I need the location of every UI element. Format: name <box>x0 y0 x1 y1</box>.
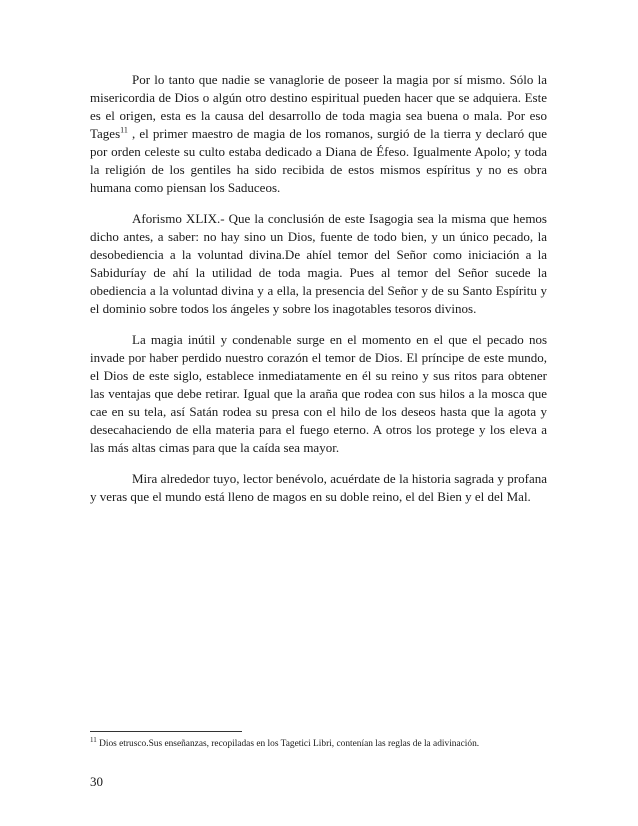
paragraph-1-text-after: , el primer maestro de magia de los romanos, surgió de la tierra y declaró que por orden celeste su culto estaba dedicado a Diana de Éfeso. Igualmente Apolo; y toda la religión de los gentiles ha sido recibida de estos mismos espíritus y no es obra humana como piensan los Saduceos. <box>90 126 547 195</box>
footnote-reference[interactable]: 11 <box>120 125 128 135</box>
footnote-text: Dios etrusco.Sus enseñanzas, recopiladas en los Tagetici Libri, contenían las reglas de la adivinación. <box>96 739 480 749</box>
paragraph-1 <box>90 71 547 197</box>
page-number: 30 <box>90 774 103 789</box>
paragraph-4: Mira alrededor tuyo, lector benévolo, acuérdate de la historia sagrada y profana y veras que el mundo está lleno de magos en su doble reino, el del Bien y el del Mal. <box>90 471 547 504</box>
main-text <box>90 71 547 519</box>
paragraph-2: Aforismo XLIX.- Que la conclusión de este Isagogia sea la misma que hemos dicho antes, a saber: no hay sino un Dios, fuente de todo bien, y un único pecado, la desobediencia a la voluntad divina.De ahíel temor del Señor como iniciación a la Sabiduríay de ahí la utilidad de toda magia. Pues al temor del Señor sucede la obediencia a la voluntad divina y a ella, la presencia del Señor y de su Santo Espíritu y el dominio sobre todos los ángeles y sobre los inagotables tesoros divinos. <box>90 211 547 316</box>
footnote-number: 11 <box>90 735 97 744</box>
paragraph-3: La magia inútil y condenable surge en el momento en el que el pecado nos invade por haber perdido nuestro corazón el temor de Dios. El príncipe de este mundo, el Dios de este siglo, establece inmediatamente en él su reino y sus ritos para obtener las ventajas que debe retirar. Igual que la araña que rodea con sus hilos a la mosca que cae en su tela, así Satán rodea su presa con el hilo de los deseos hasta que la agota y desecahaciendo de ella materia para el fuego eterno. A otros los protege y los eleva a las más altas cimas para que la caída sea mayor. <box>90 332 547 455</box>
footnote-separator <box>90 731 242 732</box>
footnote <box>90 735 550 750</box>
paragraph-1-text-before: Por lo tanto que nadie se vanaglorie de poseer la magia por sí mismo. Sólo la misericordia de Dios o algún otro destino espiritual pueden hacer que se adquiera. Este es el origen, esta es la causa del desarrollo de toda magia sea buena o mala. Por eso Tages <box>90 72 547 141</box>
